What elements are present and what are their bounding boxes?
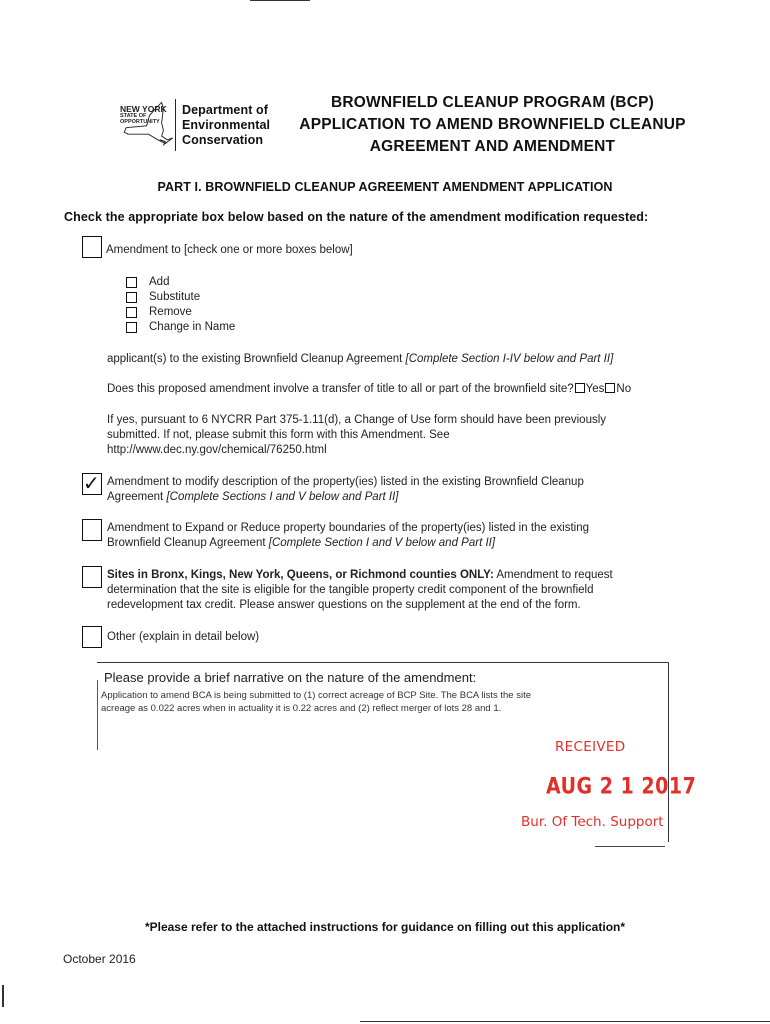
add-checkbox[interactable]	[126, 277, 137, 288]
modify-description-text	[107, 475, 584, 505]
transfer-question-text: Does this proposed amendment involve a transfer of title to all or part of the brownfield site?	[107, 383, 574, 395]
modify-description-line-2-plain: Agreement	[107, 491, 167, 503]
sites-only-line-1-rest: Amendment to request	[493, 569, 613, 581]
yes-label: Yes	[585, 383, 605, 395]
footer-note: *Please refer to the attached instructions for guidance on filling out this application*	[144, 920, 626, 934]
checkmark-icon: ✓	[83, 473, 100, 495]
form-title	[285, 92, 700, 158]
narrative-line-2: acreage as 0.022 acres when in actuality it is 0.22 acres and (2) reflect merger of lots 28 and 1.	[101, 703, 502, 714]
amendment-to-checkbox[interactable]	[82, 236, 102, 258]
dept-line-3: Conservation	[182, 133, 264, 147]
sites-only-bold-lead: Sites in Bronx, Kings, New York, Queens, or Richmond counties ONLY:	[107, 569, 494, 581]
yes-checkbox[interactable]	[575, 383, 585, 393]
logo-line-new-york: NEW YORK	[120, 104, 167, 114]
ny-state-logo-text	[120, 105, 167, 125]
sites-only-line-2: determination that the site is eligible for the tangible property credit component of the brownfield	[107, 584, 594, 596]
add-label: Add	[149, 276, 170, 288]
title-line-2: APPLICATION TO AMEND BROWNFIELD CLEANUP	[299, 116, 686, 133]
change-in-name-checkbox[interactable]	[126, 322, 137, 333]
expand-reduce-line-2-italic: [Complete Section I and V below and Part II]	[268, 537, 496, 549]
if-yes-text	[107, 413, 606, 458]
narrative-box-left-edge	[97, 680, 98, 750]
narrative-prompt: Please provide a brief narrative on the nature of the amendment:	[104, 670, 477, 685]
no-label: No	[616, 383, 632, 395]
applicant-text-plain: applicant(s) to the existing Brownfield Cleanup Agreement	[107, 353, 406, 365]
instruction-text: Check the appropriate box below based on the nature of the amendment modification requested:	[64, 210, 649, 224]
substitute-label: Substitute	[149, 291, 201, 303]
title-line-3: AGREEMENT AND AMENDMENT	[369, 138, 616, 155]
narrative-bottom-mark	[595, 846, 665, 847]
expand-reduce-checkbox[interactable]	[82, 519, 102, 541]
form-date: October 2016	[63, 952, 136, 966]
transfer-question	[107, 382, 631, 397]
expand-reduce-line-2-plain: Brownfield Cleanup Agreement	[107, 537, 269, 549]
department-name	[182, 103, 270, 148]
received-stamp-title: RECEIVED	[555, 739, 626, 755]
if-yes-line-2: submitted. If not, please submit this form with this Amendment. See	[107, 429, 450, 441]
modify-description-line-2	[107, 490, 584, 505]
dept-line-2: Environmental	[182, 118, 271, 132]
expand-reduce-text	[107, 521, 589, 551]
amendment-to-label: Amendment to [check one or more boxes below]	[106, 244, 353, 256]
narrative-line-1: Application to amend BCA is being submitted to (1) correct acreage of BCP Site. The BCA lists the site	[101, 690, 532, 701]
sites-only-text	[107, 568, 613, 613]
remove-label: Remove	[149, 306, 192, 318]
received-stamp-office: Bur. Of Tech. Support	[521, 814, 664, 830]
scan-artifact-left	[2, 985, 4, 1007]
narrative-response[interactable]	[101, 689, 531, 715]
modify-description-line-1: Amendment to modify description of the property(ies) listed in the existing Brownfield Cleanup	[107, 476, 584, 488]
part-title: PART I. BROWNFIELD CLEANUP AGREEMENT AMENDMENT APPLICATION	[157, 180, 613, 194]
other-checkbox[interactable]	[82, 626, 102, 648]
logo-line-opportunity: OPPORTUNITY	[120, 119, 160, 125]
sites-only-line-1	[107, 568, 613, 583]
no-checkbox[interactable]	[605, 383, 615, 393]
sites-only-line-3: redevelopment tax credit. Please answer questions on the supplement at the end of the form.	[107, 599, 581, 611]
other-label: Other (explain in detail below)	[107, 631, 260, 643]
if-yes-line-1: If yes, pursuant to 6 NYCRR Part 375-1.11(d), a Change of Use form should have been previously	[107, 414, 607, 426]
logo-divider	[175, 99, 176, 151]
logo-line-state-of: STATE OF	[120, 113, 147, 119]
expand-reduce-line-1: Amendment to Expand or Reduce property boundaries of the property(ies) listed in the existing	[107, 522, 589, 534]
modify-description-line-2-italic: [Complete Sections I and V below and Part II]	[166, 491, 399, 503]
scan-artifact-top	[250, 0, 310, 1]
change-in-name-label: Change in Name	[149, 321, 236, 333]
if-yes-link[interactable]: http://www.dec.ny.gov/chemical/76250.html	[107, 444, 327, 456]
dept-line-1: Department of	[182, 103, 269, 117]
title-line-1: BROWNFIELD CLEANUP PROGRAM (BCP)	[331, 94, 654, 111]
substitute-checkbox[interactable]	[126, 292, 137, 303]
sites-only-checkbox[interactable]	[82, 566, 102, 588]
remove-checkbox[interactable]	[126, 307, 137, 318]
applicant-text	[107, 352, 613, 367]
scan-artifact-bottom	[360, 1021, 770, 1022]
applicant-text-italic: [Complete Section I-IV below and Part II]	[405, 353, 614, 365]
expand-reduce-line-2	[107, 536, 589, 551]
received-stamp-date: AUG 2 1 2017	[546, 774, 697, 800]
